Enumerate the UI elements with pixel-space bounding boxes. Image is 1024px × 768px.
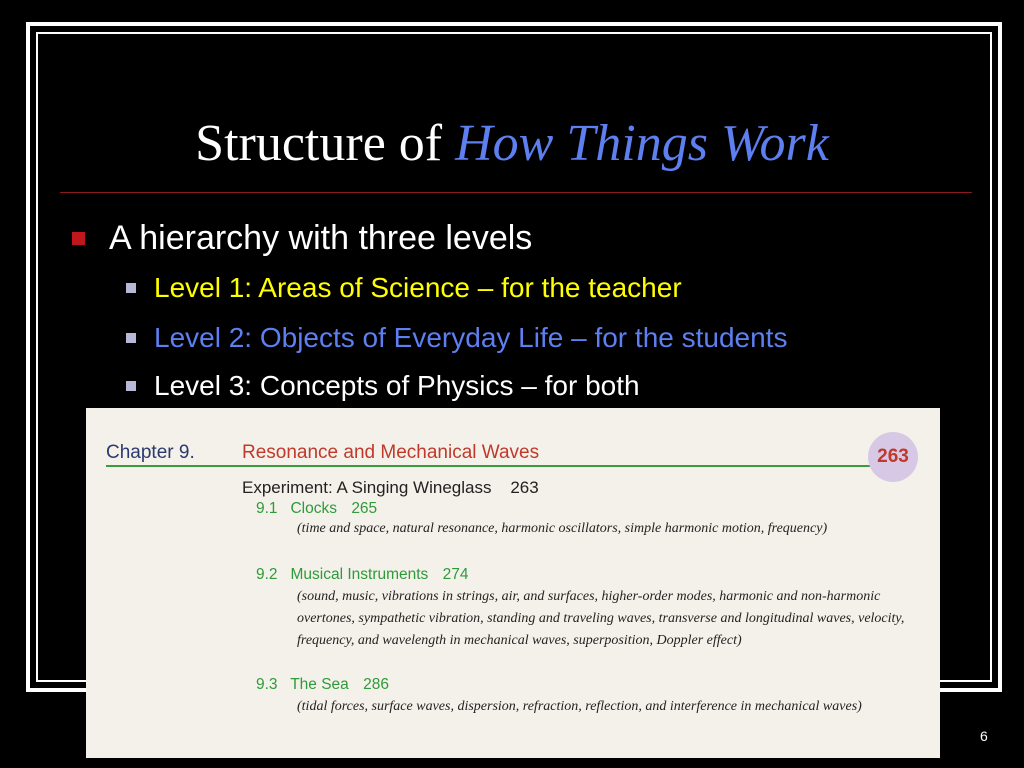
section-page: 274: [442, 566, 469, 583]
chapter-label: Chapter 9.: [106, 442, 195, 463]
section-page: 265: [351, 500, 378, 517]
section-9-1: [256, 500, 377, 518]
chapter-page-badge: 263: [868, 432, 918, 482]
sub-bullet-text: Level 3: Concepts of Physics – for both: [154, 370, 640, 401]
sub-bullet-icon: [126, 333, 136, 343]
section-number: 9.3: [256, 676, 278, 693]
sub-bullet-icon: [126, 283, 136, 293]
title-plain: Structure of: [195, 115, 456, 172]
slide-number: 6: [980, 728, 988, 744]
slide-title: [0, 108, 1024, 180]
experiment-line: Experiment: A Singing Wineglass 263: [242, 478, 539, 497]
section-number: 9.2: [256, 566, 278, 583]
section-page: 286: [363, 676, 389, 693]
chapter-rule: [106, 465, 896, 467]
bullet-main: [72, 218, 532, 258]
bullet-main-text: A hierarchy with three levels: [109, 218, 533, 257]
section-9-2: [256, 566, 469, 584]
book-contents-image: [86, 408, 940, 758]
title-emphasis: How Things Work: [455, 115, 829, 172]
section-number: 9.1: [256, 500, 278, 517]
section-9-3: [256, 676, 389, 694]
sub-bullet-text: Level 1: Areas of Science – for the teacher: [154, 272, 682, 303]
chapter-title: Resonance and Mechanical Waves: [242, 442, 540, 463]
bullet-square-icon: [72, 232, 85, 245]
section-description: (time and space, natural resonance, harmonic oscillators, simple harmonic motion, frequency): [297, 521, 828, 536]
sub-bullet-icon: [126, 381, 136, 391]
sub-bullet-text: Level 2: Objects of Everyday Life – for the students: [154, 322, 788, 353]
sub-bullet-level-1: [126, 268, 682, 308]
sub-bullet-level-3: [126, 366, 640, 406]
section-name: Musical Instruments: [290, 566, 429, 583]
sub-bullet-level-2: [126, 318, 787, 358]
section-description: (sound, music, vibrations in strings, air, and surfaces, higher-order modes, harmonic and non-harmonic overtones, sympathetic vibration, standing and traveling waves, transverse and longitudinal waves, velocity, frequency, and wavelength in mechanical waves, superposition, Doppler effect): [297, 589, 905, 648]
section-name: Clocks: [290, 500, 337, 517]
title-divider: [60, 192, 972, 193]
section-description: (tidal forces, surface waves, dispersion, refraction, reflection, and interference in mechanical waves): [297, 699, 862, 714]
section-name: The Sea: [290, 676, 349, 693]
